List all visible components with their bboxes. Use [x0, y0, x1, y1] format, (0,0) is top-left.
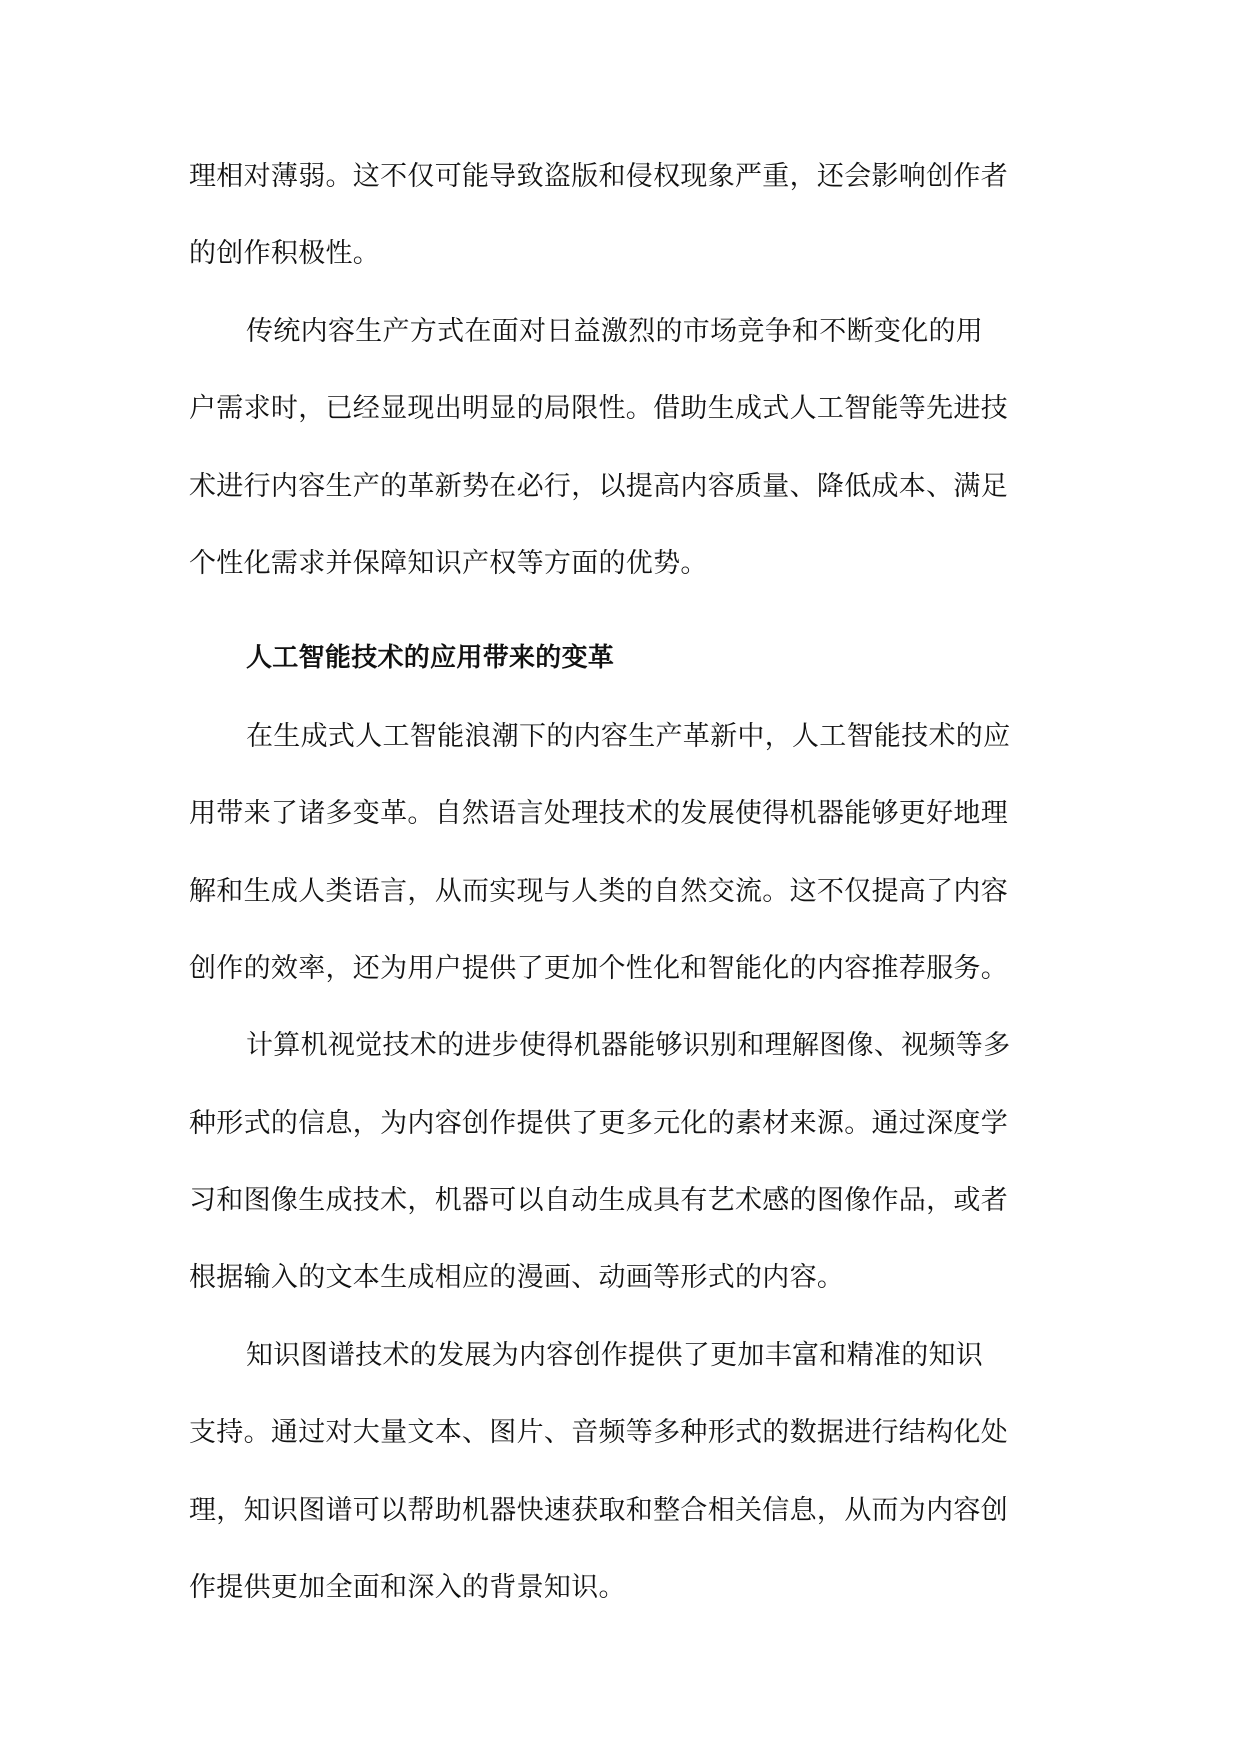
text-line: 户需求时，已经显现出明显的局限性。借助生成式人工智能等先进技 — [189, 393, 1008, 425]
text-line: 理，知识图谱可以帮助机器快速获取和整合相关信息，从而为内容创 — [189, 1494, 1008, 1526]
text-line: 知识图谱技术的发展为内容创作提供了更加丰富和精准的知识 — [246, 1339, 984, 1371]
text-line: 解和生成人类语言，从而实现与人类的自然交流。这不仅提高了内容 — [189, 875, 1008, 907]
text-line: 支持。通过对大量文本、图片、音频等多种形式的数据进行结构化处 — [189, 1417, 1008, 1449]
text-line: 理相对薄弱。这不仅可能导致盗版和侵权现象严重，还会影响创作者 — [189, 161, 1008, 192]
text-line: 计算机视觉技术的进步使得机器能够识别和理解图像、视频等多 — [246, 1030, 1011, 1062]
text-line: 种形式的信息，为内容创作提供了更多元化的素材来源。通过深度学 — [189, 1107, 1008, 1139]
paragraph-computer-vision — [189, 1007, 1055, 1317]
text-line: 根据输入的文本生成相应的漫画、动画等形式的内容。 — [189, 1262, 845, 1294]
spacer — [189, 602, 1055, 620]
section-heading: 人工智能技术的应用带来的变革 — [246, 643, 615, 674]
text-line: 习和图像生成技术，机器可以自动生成具有艺术感的图像作品，或者 — [189, 1185, 1008, 1217]
text-line: 个性化需求并保障知识产权等方面的优势。 — [189, 547, 708, 579]
text-line: 术进行内容生产的革新势在必行，以提高内容质量、降低成本、满足 — [189, 470, 1008, 502]
text-line: 作提供更加全面和深入的背景知识。 — [189, 1572, 626, 1604]
paragraph-ai-changes — [189, 698, 1055, 1008]
text-line: 创作的效率，还为用户提供了更加个性化和智能化的内容推荐服务。 — [189, 952, 1008, 984]
section-heading-wrapper — [189, 620, 1055, 697]
paragraph-traditional-production — [189, 293, 1055, 603]
text-line: 的创作积极性。 — [189, 238, 381, 270]
text-line: 用带来了诸多变革。自然语言处理技术的发展使得机器能够更好地理 — [189, 798, 1008, 830]
text-line: 传统内容生产方式在面对日益激烈的市场竞争和不断变化的用 — [246, 315, 984, 347]
paragraph-continuation — [189, 138, 1055, 293]
paragraph-knowledge-graph — [189, 1317, 1055, 1627]
text-line: 在生成式人工智能浪潮下的内容生产革新中，人工智能技术的应 — [246, 720, 1011, 752]
document-body — [189, 138, 1055, 1626]
